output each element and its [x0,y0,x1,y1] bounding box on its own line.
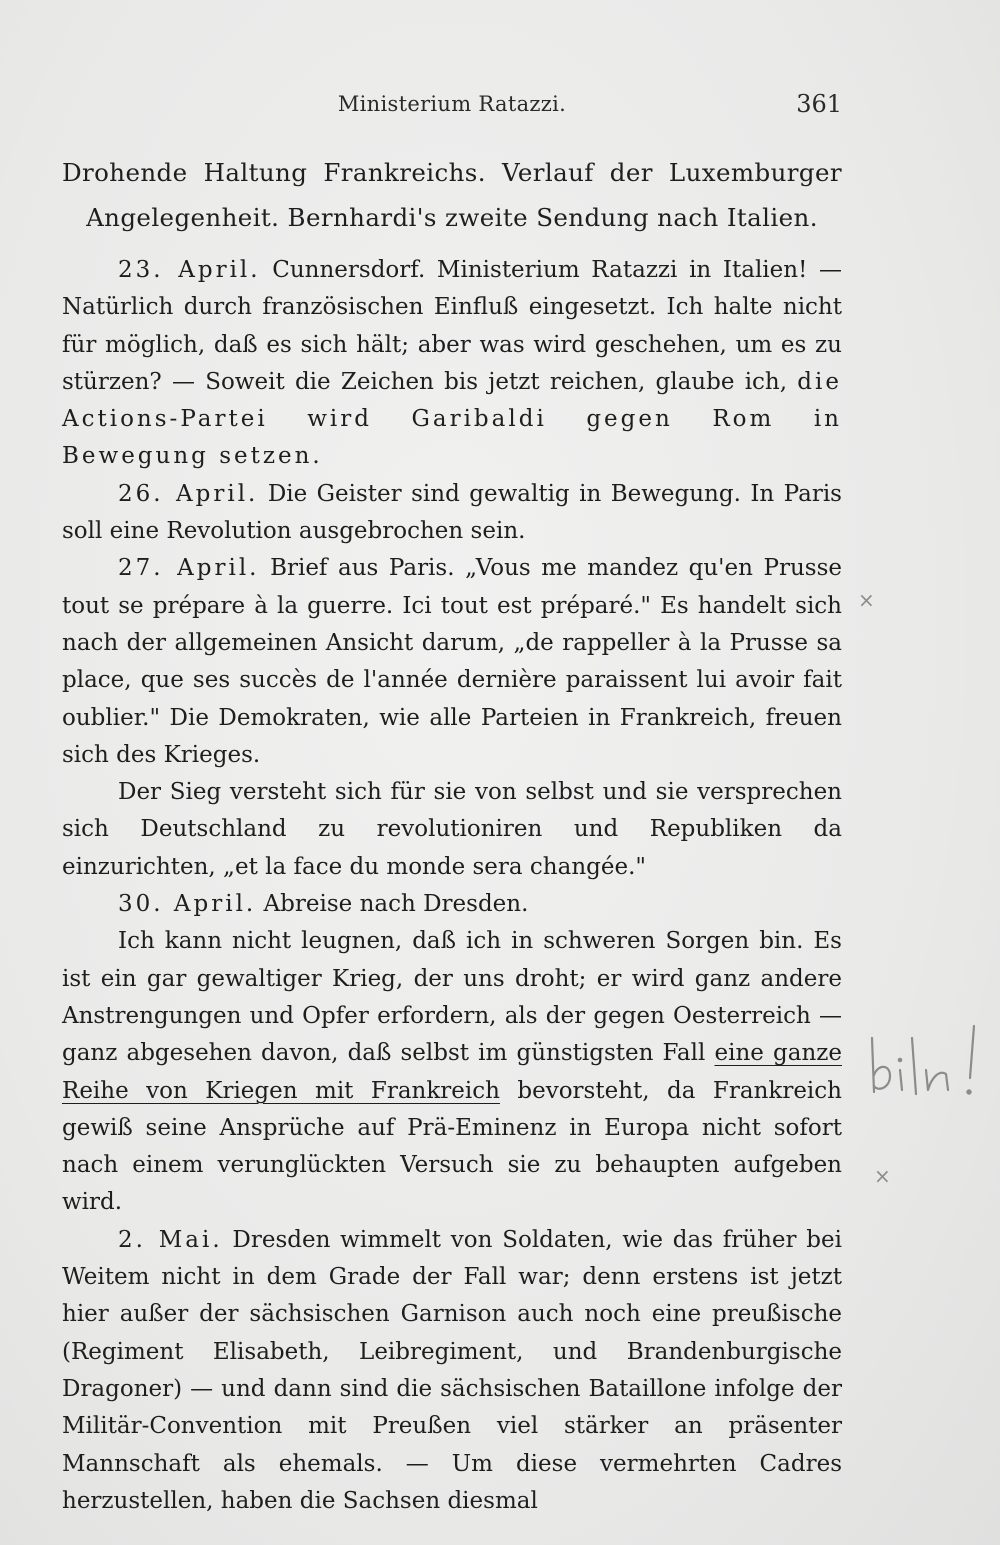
entry-text: Cunnersdorf. Ministerium Ratazzi in Italien! — Natürlich durch französischen Einfluß eingesetzt. Ich halte nicht für möglich, daß es sich hält; aber was wird geschehen, um es zu stürzen? — Soweit die Zeichen bis jetzt reichen, glaube ich, [62,257,842,395]
margin-mark: × [874,1164,891,1188]
entry-text: bevorsteht, da Frankreich gewiß seine Ansprüche auf Prä-Eminenz in Europa nicht sofort nach einem verunglückten Versuch sie zu behaupten aufgeben wird. [62,1077,842,1216]
entry-date: 2. Mai. [118,1226,223,1253]
entry-date: 27. April. [118,555,260,582]
underlined-text: eine ganze Reihe von Kriegen mit Frankreich [62,1040,842,1104]
running-head [62,88,842,128]
paragraph-worries [62,923,842,1221]
margin-mark: × [858,588,875,612]
entry-text: Brief aus Paris. „Vous me mandez qu'en Prusse tout se prépare à la guerre. Ici tout est préparé." Es handelt sich nach der allgemeinen Ansicht darum, „de rappeller à la Prusse sa place, que ses succès de l'année dernière paraissent lui avoir fait oublier." Die Demokraten, wie alle Parteien in Frankreich, freuen sich des Krieges. [62,555,842,768]
entry-text: Die Geister sind gewaltig in Bewegung. In Paris soll eine Revolution ausgebrochen sein. [62,480,842,545]
entry-may-2 [62,1222,842,1520]
entry-april-23 [62,252,842,476]
entry-date: 23. April. [118,257,261,283]
entry-date: 26. April. [118,480,259,507]
paragraph-continuation [62,774,842,886]
entry-april-27 [62,550,842,774]
entry-date: 30. April. [118,891,257,918]
entry-text: Der Sieg versteht sich für sie von selbst und sie versprechen sich Deutschland zu revolutioniren und Republiken da einzurichten, „et la face du monde sera changée." [62,779,842,880]
entry-text: Ich kann nicht leugnen, daß ich in schweren Sorgen bin. Es ist ein gar gewaltiger Krieg, der uns droht; er wird ganz andere Anstrengungen und Opfer erfordern, als der gegen Oesterreich — ganz abgesehen davon, daß selbst im günstigsten Fall [62,928,842,1067]
entry-text: Dresden wimmelt von Soldaten, wie das früher bei Weitem nicht in dem Grade der Fall war; denn erstens ist jetzt hier außer der sächsischen Garnison auch noch eine preußische (Regiment Elisabeth, Leibregiment, und Brandenburgische Dragoner) — und dann sind die sächsischen Bataillone infolge der Militär-Convention mit Preußen viel stärker an präsenter Mannschaft als ehemals. — Um diese vermehrten Cadres herzustellen, haben die Sachsen diesmal [62,1226,842,1514]
emphasized-text: die Actions-Partei wird Garibaldi gegen Rom in Bewegung setzen. [62,368,842,470]
handwritten-margin-note [860,1020,990,1110]
page-number: 361 [796,90,842,118]
running-title: Ministerium Ratazzi. [337,92,567,116]
entry-april-30 [62,886,842,923]
entry-april-26 [62,476,842,551]
entry-text: Abreise nach Dresden. [256,891,529,918]
section-heading: Drohende Haltung Frankreichs. Verlauf der Luxemburger Angelegenheit. Bernhardi's zweite Sendung nach Italien. [62,158,842,232]
body-text [62,150,842,1520]
